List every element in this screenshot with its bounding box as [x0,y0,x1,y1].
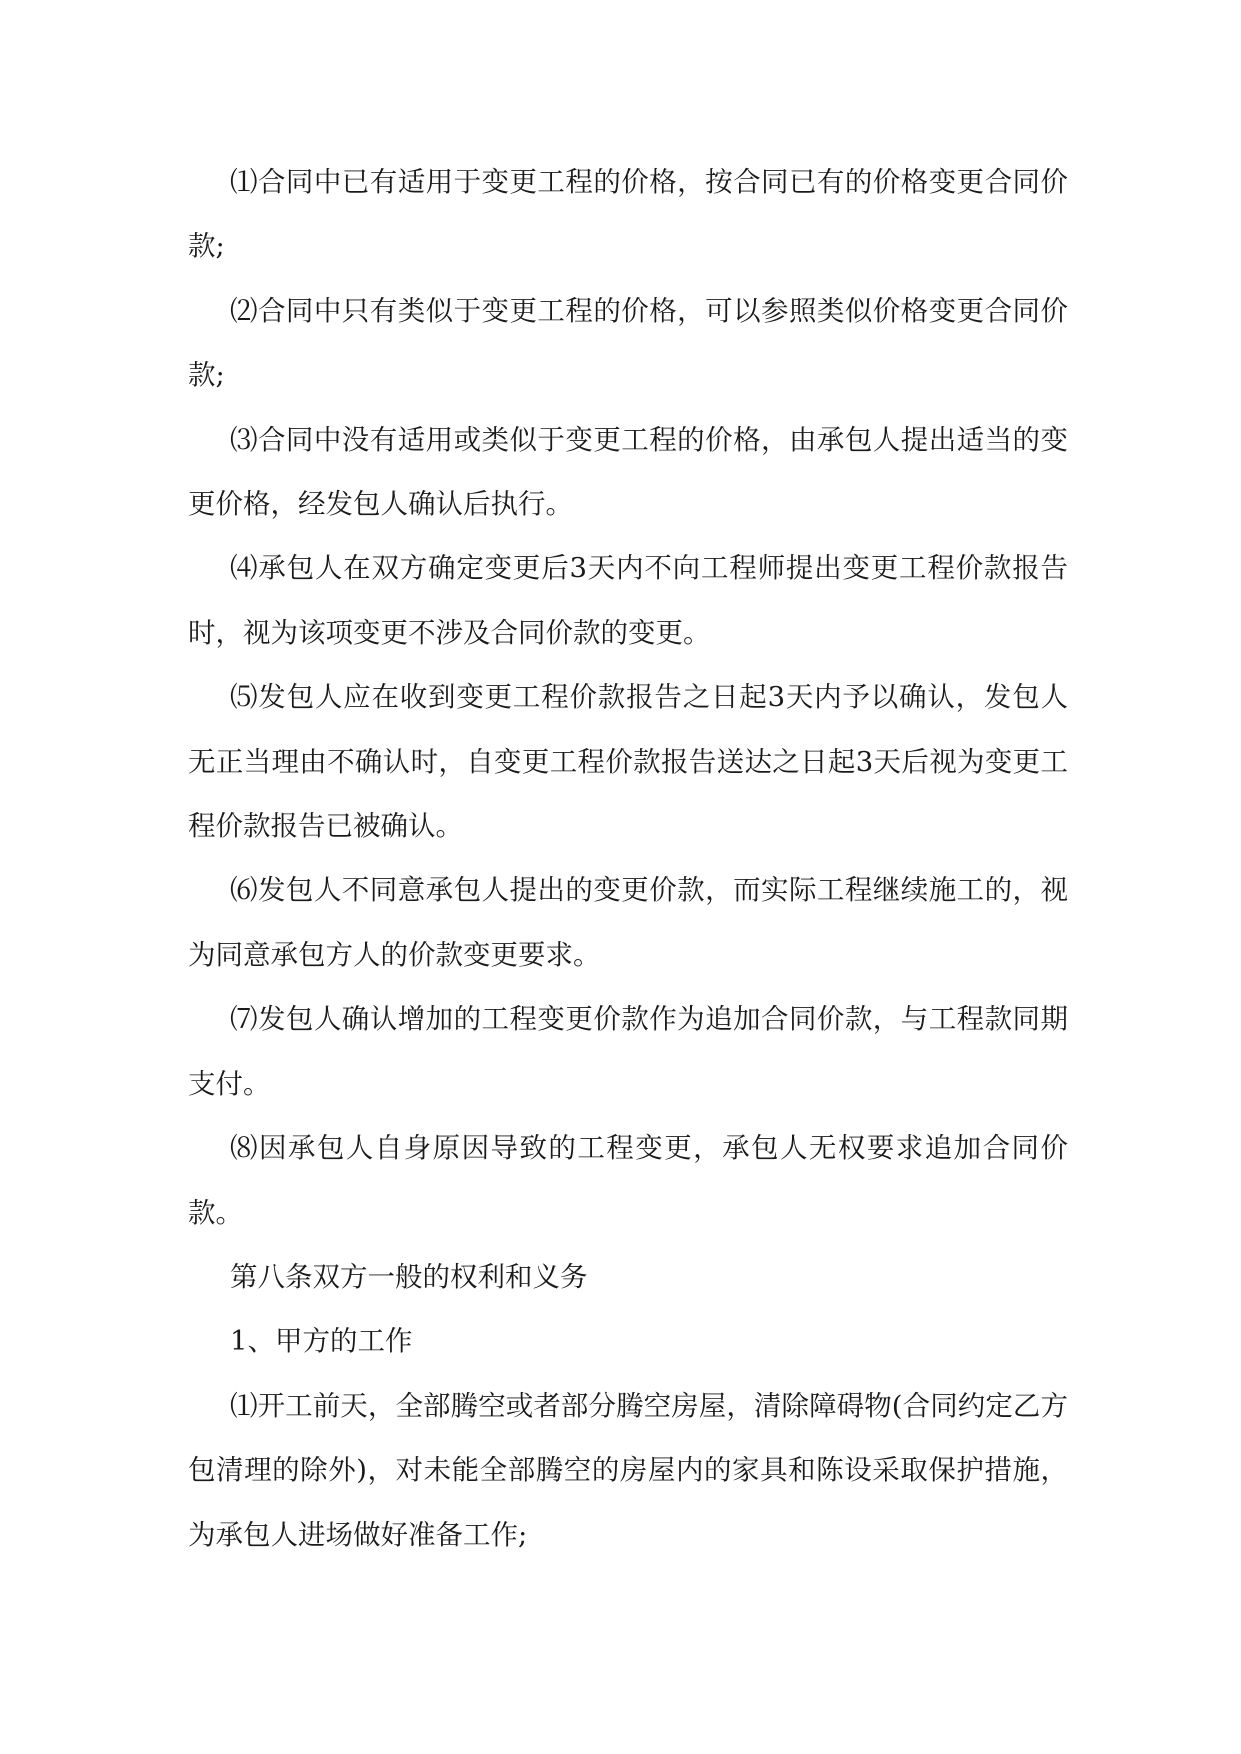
clause-5-confirmation: ⑸发包人应在收到变更工程价款报告之日起3天内予以确认，发包人无正当理由不确认时，自变更工程价款报告送达之日起3天后视为变更工程价款报告已被确认。 [188,681,1068,843]
clause-6-disagreement: ⑹发包人不同意承包人提出的变更价款，而实际工程继续施工的，视为同意承包方人的价款变更要求。 [188,874,1068,971]
clause-8-contractor-fault: ⑻因承包人自身原因导致的工程变更，承包人无权要求追加合同价款。 [188,1132,1068,1229]
clause-1-existing-price: ⑴合同中已有适用于变更工程的价格，按合同已有的价格变更合同价款; [188,166,1068,263]
clause-2-similar-price: ⑵合同中只有类似于变更工程的价格，可以参照类似价格变更合同价款; [188,294,1068,392]
clause-4-report-deadline: ⑷承包人在双方确定变更后3天内不向工程师提出变更工程价款报告时，视为该项变更不涉及合同价款的变更。 [188,552,1068,649]
clause-7-payment: ⑺发包人确认增加的工程变更价款作为追加合同价款，与工程款同期支付。 [188,1003,1068,1100]
section-1-heading: 1、甲方的工作 [230,1325,413,1358]
article-8-heading: 第八条双方一般的权利和义务 [230,1260,588,1293]
document-body [188,150,1068,1567]
party-a-duty-1: ⑴开工前天，全部腾空或者部分腾空房屋，清除障碍物(合同约定乙方包清理的除外)，对未能全部腾空的房屋内的家具和陈设采取保护措施，为承包人进场做好准备工作; [188,1389,1068,1551]
clause-3-no-price: ⑶合同中没有适用或类似于变更工程的价格，由承包人提出适当的变更价格，经发包人确认后执行。 [188,423,1068,521]
